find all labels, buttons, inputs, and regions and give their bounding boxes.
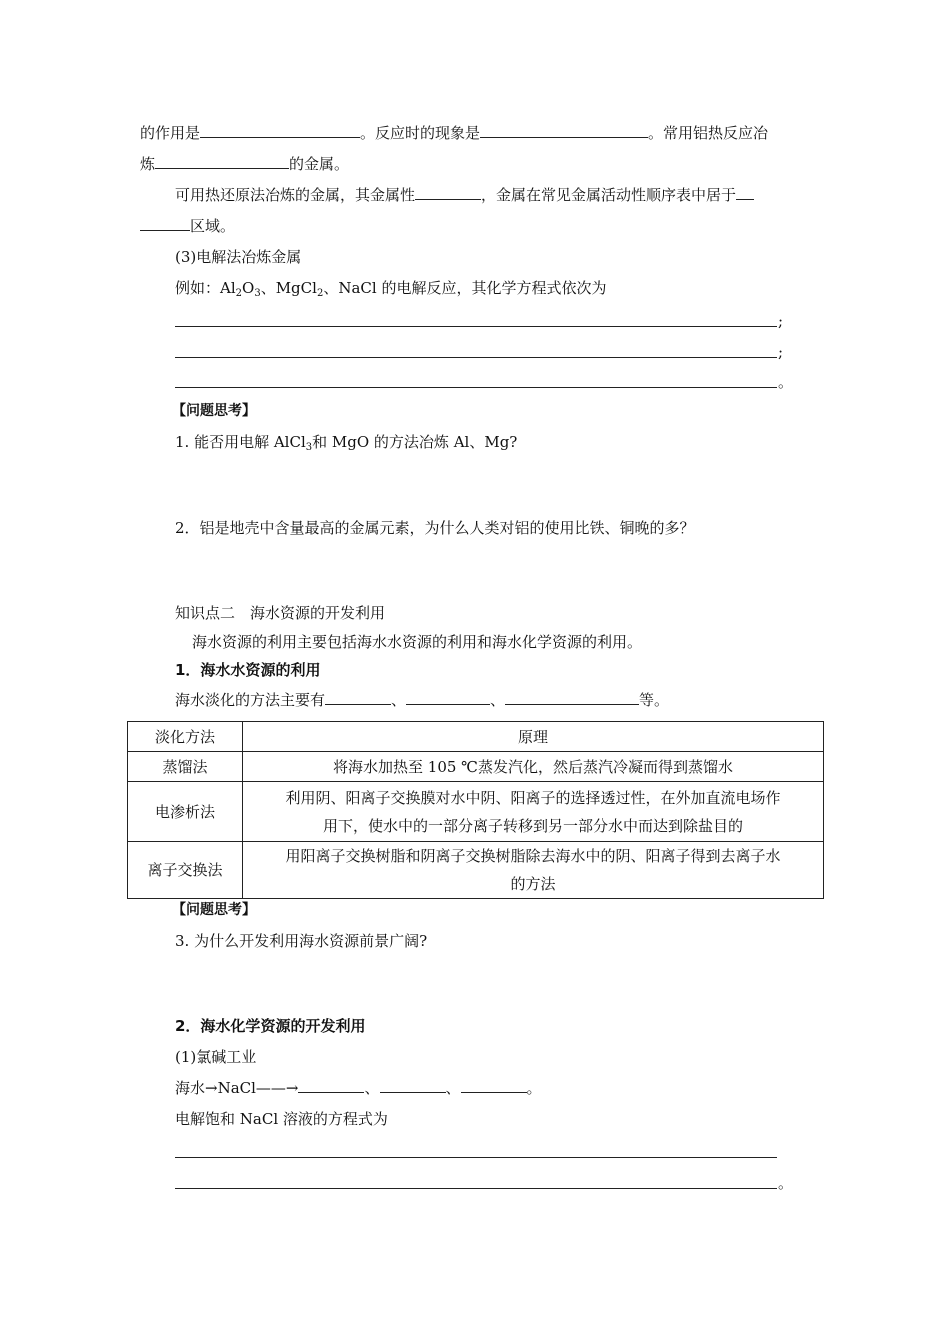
fill-blank[interactable] <box>505 690 639 705</box>
answer-line[interactable] <box>175 325 777 327</box>
text-fragment: 、NaCl 的电解反应，其化学方程式依次为 <box>323 279 607 297</box>
fill-blank[interactable] <box>461 1078 527 1093</box>
text-fragment: 、 <box>391 691 407 709</box>
table-cell-method: 蒸馏法 <box>128 752 243 782</box>
principle-line: 的方法 <box>510 875 556 893</box>
question-3: 3. 为什么开发利用海水资源前景广阔? <box>175 932 428 950</box>
text-fragment: 海水淡化的方法主要有 <box>175 691 326 709</box>
text-fragment: 区域。 <box>190 217 236 235</box>
fill-blank[interactable] <box>325 690 391 705</box>
text-fragment: O <box>242 279 255 297</box>
text-line <box>175 690 669 710</box>
question-2: 2．铝是地壳中含量最高的金属元素，为什么人类对铝的使用比铁、铜晚的多？ <box>175 519 695 537</box>
fill-blank[interactable] <box>736 185 754 200</box>
principle-line: 用阳离子交换树脂和阴离子交换树脂除去海水中的阴、阳离子得到去离子水 <box>285 847 781 865</box>
text-fragment: 。反应时的现象是 <box>360 124 481 142</box>
table-cell-principle <box>243 842 824 899</box>
table-header-row <box>128 722 824 752</box>
text-fragment: 、 <box>364 1079 380 1097</box>
line-punctuation: 。 <box>778 373 794 391</box>
fill-blank[interactable] <box>200 123 360 138</box>
example-line <box>175 278 606 298</box>
line-punctuation: ; <box>778 343 784 361</box>
subscript: 3 <box>305 442 313 453</box>
section-subtitle: (3)电解法冶炼金属 <box>175 248 302 266</box>
answer-line[interactable] <box>175 386 777 388</box>
fill-blank[interactable] <box>298 1078 364 1093</box>
subscript: 2 <box>316 288 324 299</box>
answer-line[interactable] <box>175 1187 777 1189</box>
text-fragment: 。 <box>526 1079 542 1097</box>
fill-blank[interactable] <box>140 216 190 231</box>
table-cell-method: 离子交换法 <box>128 842 243 899</box>
line-punctuation: ; <box>778 312 784 330</box>
text-fragment: 炼 <box>140 155 156 173</box>
flow-line <box>175 1078 542 1098</box>
table-cell-method: 电渗析法 <box>128 782 243 842</box>
text-fragment: 海水→NaCl——→ <box>175 1079 299 1097</box>
subscript: 3 <box>254 288 261 299</box>
text-line <box>140 216 235 236</box>
intro-text: 海水资源的利用主要包括海水水资源的利用和海水化学资源的利用。 <box>192 633 643 651</box>
section-title: 2．海水化学资源的开发利用 <box>175 1017 366 1035</box>
text-line <box>140 154 349 174</box>
section-title: 1．海水水资源的利用 <box>175 661 321 679</box>
section-subtitle: (1)氯碱工业 <box>175 1048 257 1066</box>
table-header-cell: 原理 <box>243 722 824 752</box>
answer-line[interactable] <box>175 356 777 358</box>
answer-line[interactable] <box>175 1156 777 1158</box>
table-row <box>128 752 824 782</box>
equation-prompt: 电解饱和 NaCl 溶液的方程式为 <box>175 1110 388 1128</box>
fill-blank[interactable] <box>406 690 490 705</box>
text-fragment: 等。 <box>639 691 670 709</box>
text-fragment: 可用热还原法冶炼的金属，其金属性 <box>175 186 416 204</box>
question-heading: 【问题思考】 <box>172 902 256 918</box>
text-fragment: ，金属在常见金属活动性顺序表中居于 <box>481 186 737 204</box>
principle-line: 利用阴、阳离子交换膜对水中阴、阳离子的选择透过性，在外加直流电场作 <box>285 788 781 807</box>
subscript: 2 <box>235 288 243 299</box>
fill-blank[interactable] <box>380 1078 446 1093</box>
table-cell-principle: 将海水加热至 105 ℃蒸发汽化，然后蒸汽冷凝而得到蒸馏水 <box>243 752 824 782</box>
text-fragment: 、 <box>490 691 506 709</box>
table-row <box>128 842 824 899</box>
text-fragment: 和 MgO 的方法冶炼 Al、Mg? <box>312 433 518 451</box>
table-cell-principle <box>243 782 824 842</box>
question-1 <box>175 432 517 452</box>
text-fragment: 例如：Al <box>175 279 236 297</box>
fill-blank[interactable] <box>155 154 289 169</box>
line-punctuation: 。 <box>778 1174 794 1192</box>
desalination-table <box>127 721 824 899</box>
table-header-cell: 淡化方法 <box>128 722 243 752</box>
text-line <box>175 185 754 205</box>
text-fragment: 、MgCl <box>260 279 317 297</box>
question-heading: 【问题思考】 <box>172 403 256 419</box>
fill-blank[interactable] <box>415 185 481 200</box>
fill-blank[interactable] <box>480 123 648 138</box>
text-fragment: 1. 能否用电解 AlCl <box>175 433 306 451</box>
knowledge-point-title: 知识点二 海水资源的开发利用 <box>175 604 386 622</box>
text-fragment: 、 <box>445 1079 461 1097</box>
table-row <box>128 782 824 842</box>
text-fragment: 的金属。 <box>289 155 350 173</box>
text-fragment: 的作用是 <box>140 124 201 142</box>
text-line <box>140 123 768 143</box>
principle-line: 用下，使水中的一部分离子转移到另一部分水中而达到除盐目的 <box>322 816 743 835</box>
text-fragment: 。常用铝热反应冶 <box>648 124 769 142</box>
